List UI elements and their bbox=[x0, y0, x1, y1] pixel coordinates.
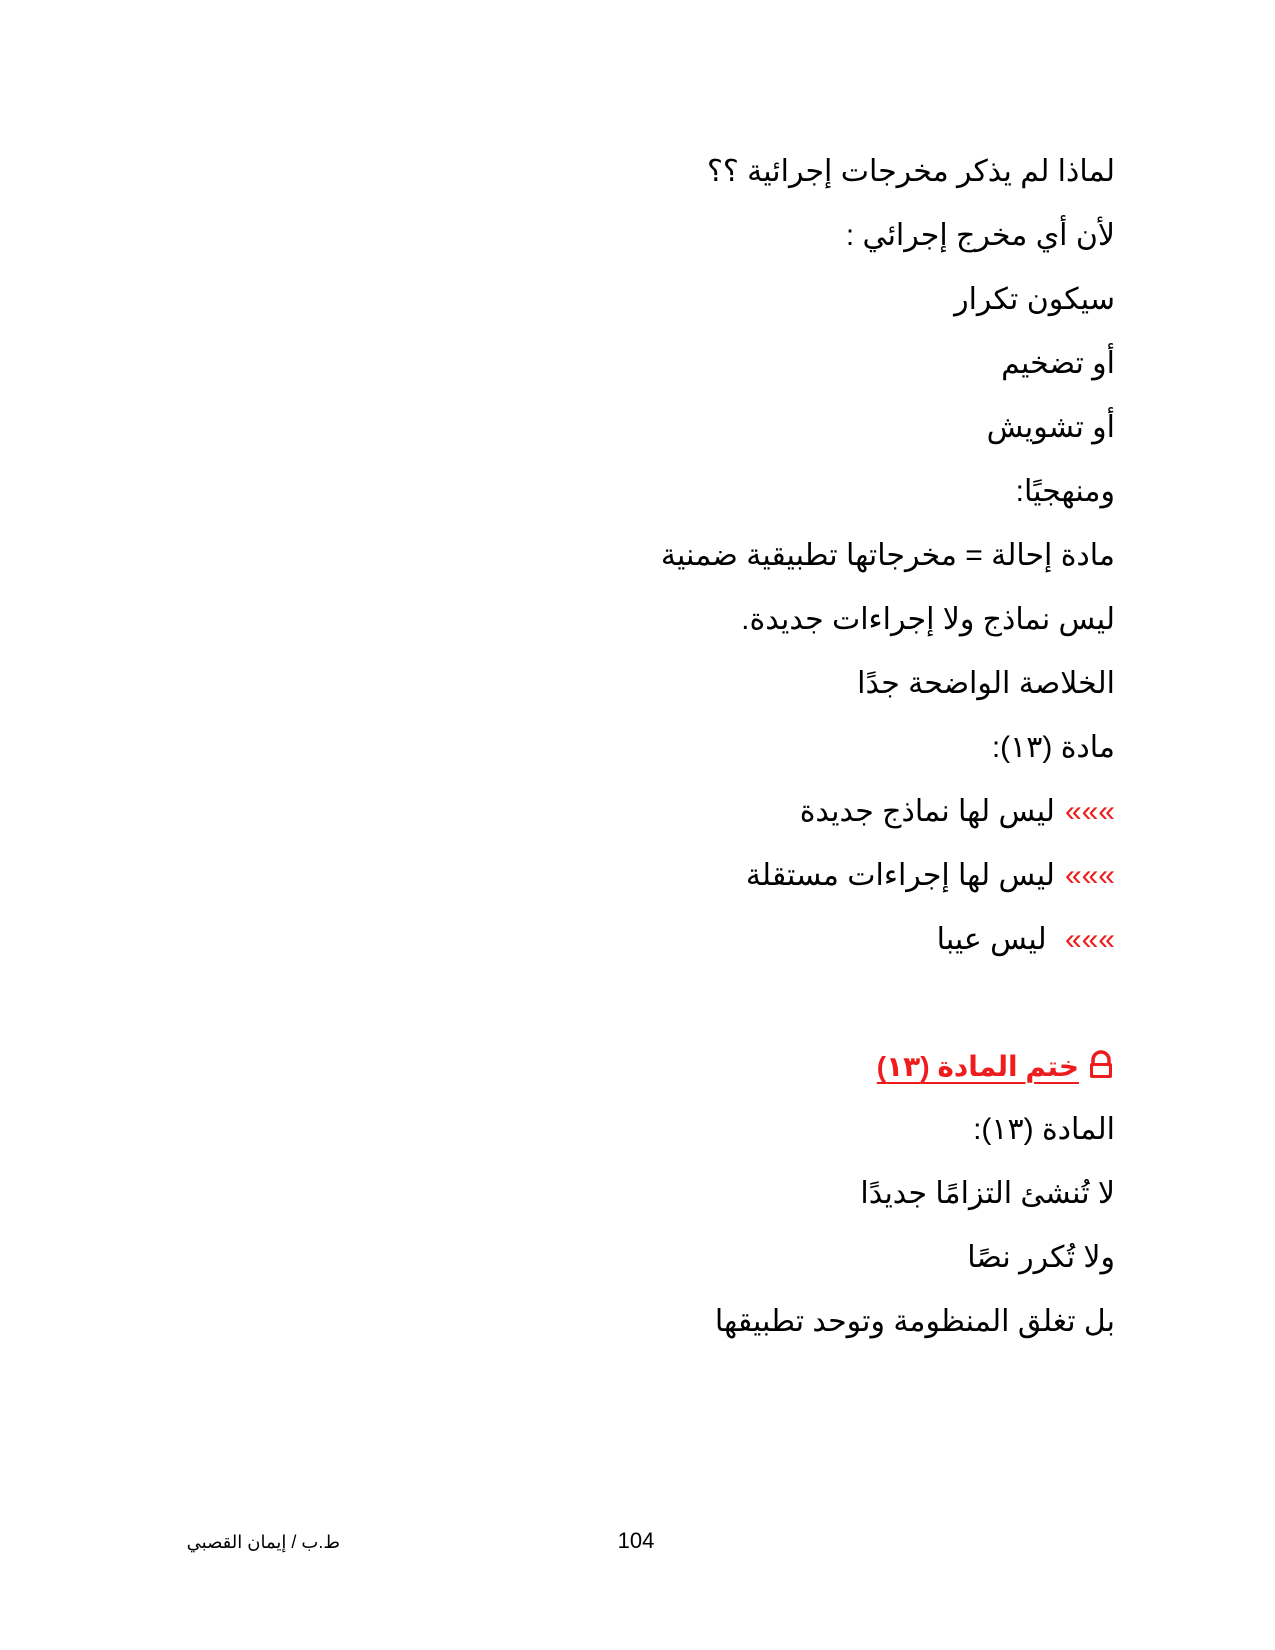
question-line: لماذا لم يذكر مخرجات إجرائية ؟؟ bbox=[706, 155, 1115, 188]
bullet-text: ليس عيبا bbox=[936, 923, 1055, 956]
bullet-arrow-icon: »»» bbox=[1064, 795, 1115, 828]
section-heading bbox=[595, 1036, 1115, 1098]
reason-line-inflation: أو تضخيم bbox=[1001, 347, 1115, 380]
section-line-closes-system: بل تغلق المنظومة وتوحد تطبيقها bbox=[714, 1305, 1115, 1338]
page-content bbox=[595, 140, 1115, 1354]
section-article-label: المادة (١٣): bbox=[973, 1113, 1115, 1146]
section-heading-text: ختم المادة (١٣) bbox=[876, 1051, 1079, 1082]
bullet-item bbox=[595, 908, 1115, 972]
lock-icon bbox=[1087, 1040, 1115, 1102]
section-line-no-repetition: ولا تُكرر نصًا bbox=[967, 1241, 1115, 1274]
page-number: 104 bbox=[617, 1528, 655, 1553]
bullet-item bbox=[595, 780, 1115, 844]
bullet-text: ليس لها إجراءات مستقلة bbox=[745, 859, 1055, 892]
bullet-arrow-icon: »»» bbox=[1064, 923, 1115, 956]
reason-line-confusion: أو تشويش bbox=[986, 411, 1115, 444]
reason-line-repetition: سيكون تكرار bbox=[954, 283, 1115, 316]
section-line-no-new-obligation: لا تُنشئ التزامًا جديدًا bbox=[860, 1177, 1115, 1210]
footer-author: ط.ب / إيمان القصبي bbox=[186, 1532, 340, 1552]
no-new-models-line: ليس نماذج ولا إجراءات جديدة. bbox=[741, 603, 1115, 636]
bullet-text: ليس لها نماذج جديدة bbox=[799, 795, 1055, 828]
methodology-line: ومنهجيًا: bbox=[1015, 475, 1115, 508]
article-13-label: مادة (١٣): bbox=[991, 731, 1115, 764]
summary-line: الخلاصة الواضحة جدًا bbox=[857, 667, 1115, 700]
referral-article-line: مادة إحالة = مخرجاتها تطبيقية ضمنية bbox=[660, 539, 1115, 572]
bullet-item bbox=[595, 844, 1115, 908]
bullet-arrow-icon: »»» bbox=[1064, 859, 1115, 892]
answer-intro-line: لأن أي مخرج إجرائي : bbox=[845, 219, 1115, 252]
